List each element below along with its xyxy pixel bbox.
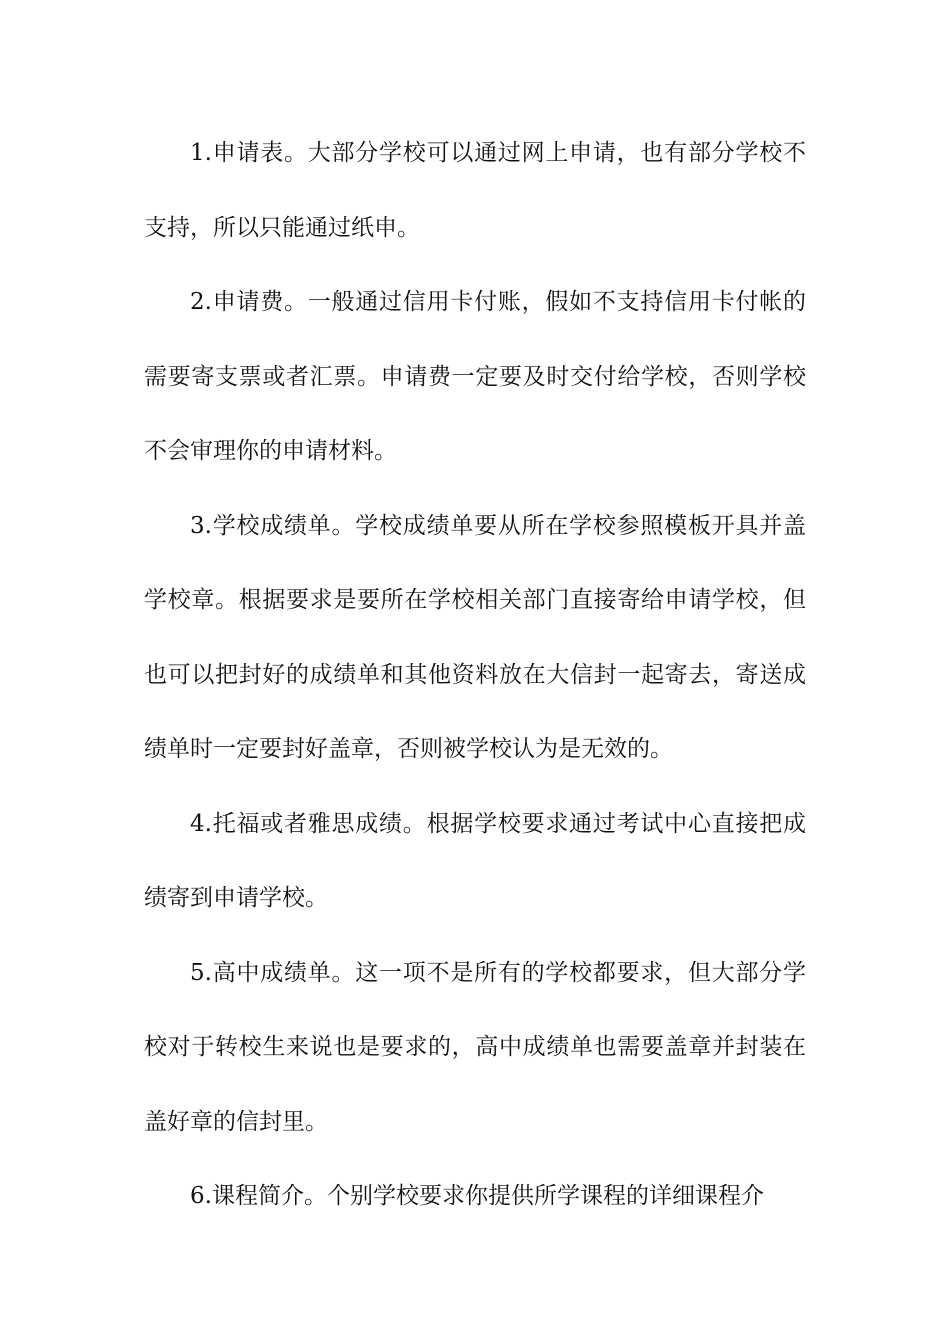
paragraph-application-fee: 2.申请费。一般通过信用卡付账，假如不支持信用卡付帐的需要寄支票或者汇票。申请费一定要及时交付给学校，否则学校不会审理你的申请材料。 <box>144 289 806 464</box>
document-body <box>144 116 806 1234</box>
paragraph-school-transcript: 3.学校成绩单。学校成绩单要从所在学校参照模板开具并盖学校章。根据要求是要所在学校相关部门直接寄给申请学校，但也可以把封好的成绩单和其他资料放在大信封一起寄去，寄送成绩单时一定要封好盖章，否则被学校认为是无效的。 <box>144 512 806 762</box>
paragraph-application-form: 1.申请表。大部分学校可以通过网上申请，也有部分学校不支持，所以只能通过纸申。 <box>144 140 806 241</box>
paragraph-toefl-ielts-scores: 4.托福或者雅思成绩。根据学校要求通过考试中心直接把成绩寄到申请学校。 <box>144 810 806 911</box>
paragraph-course-description: 6.课程简介。个别学校要求你提供所学课程的详细课程介 <box>190 1183 764 1209</box>
paragraph-high-school-transcript: 5.高中成绩单。这一项不是所有的学校都要求，但大部分学校对于转校生来说也是要求的，高中成绩单也需要盖章并封装在盖好章的信封里。 <box>144 959 806 1135</box>
